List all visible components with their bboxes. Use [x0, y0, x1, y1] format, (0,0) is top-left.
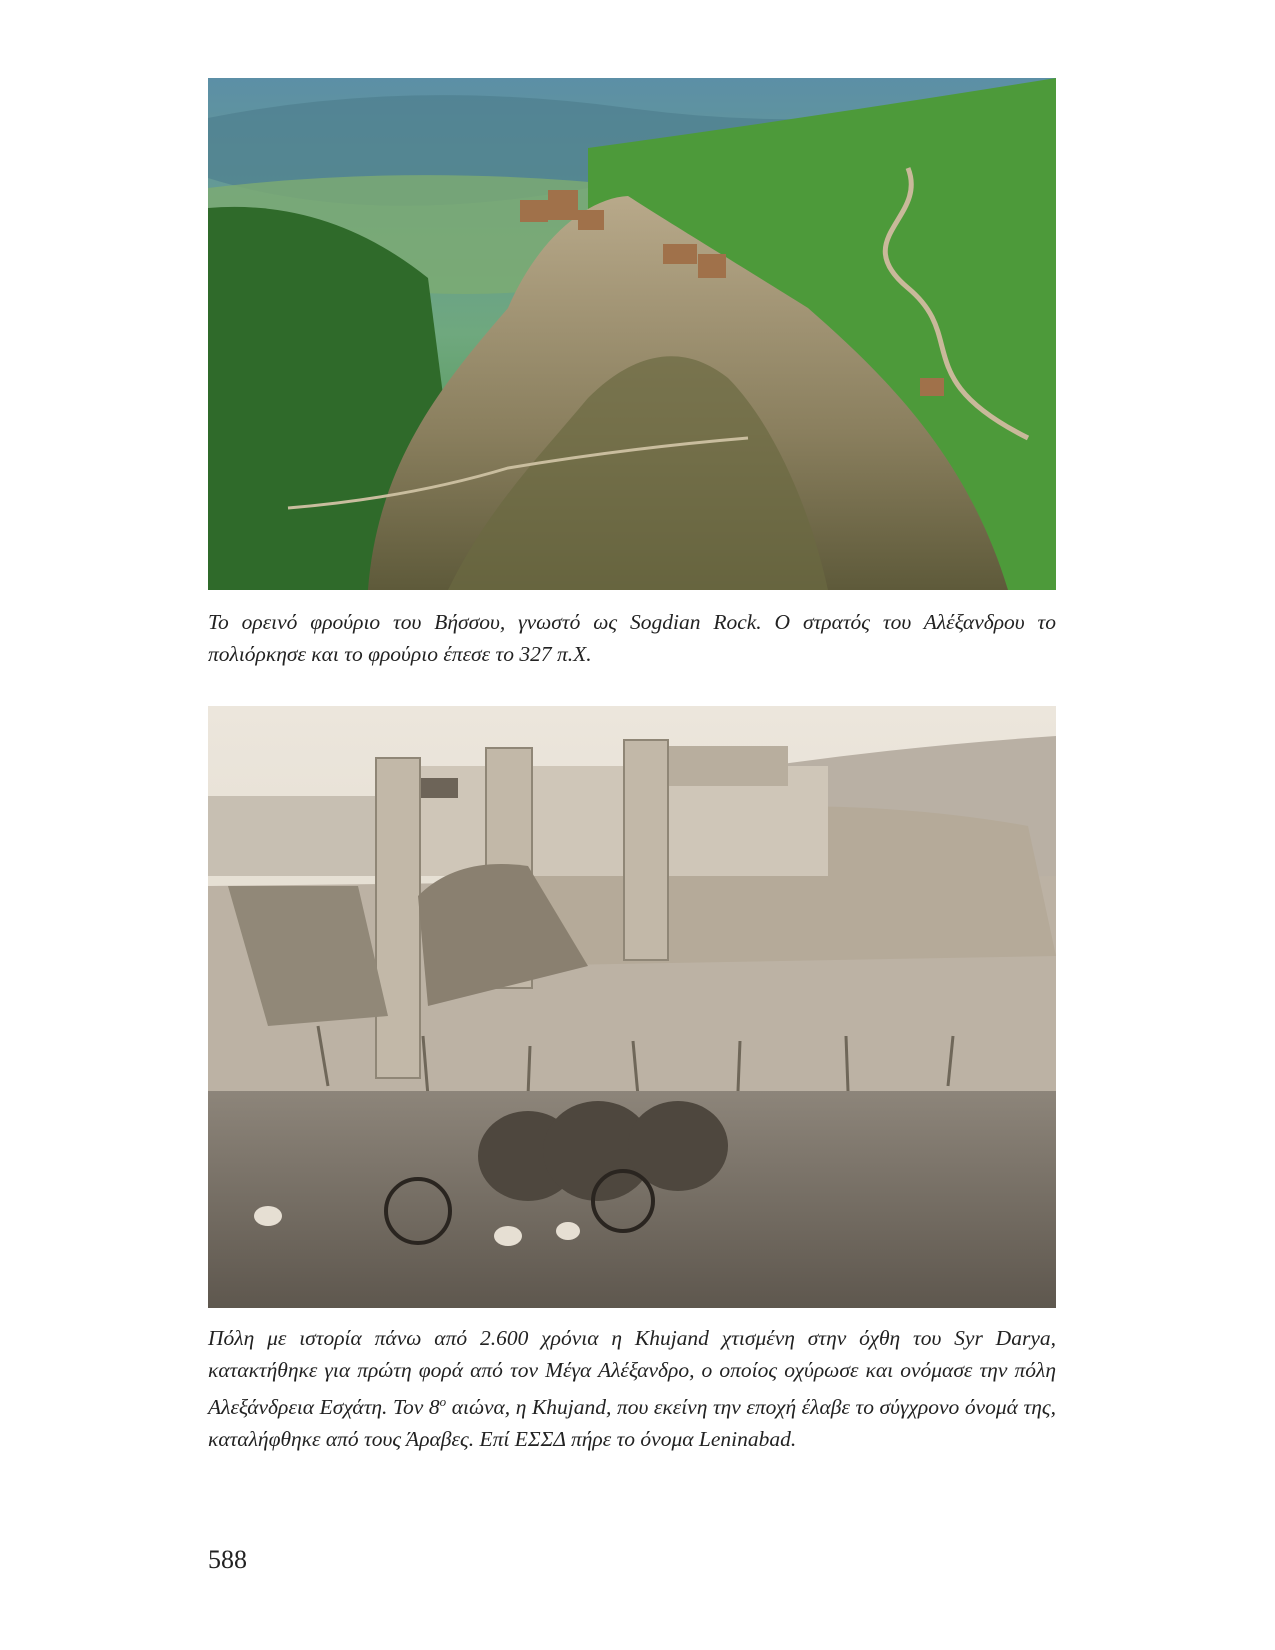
mountain-fortress-photo: [208, 78, 1056, 590]
caption-text: Πόλη με ιστορία πάνω από 2.600 χρόνια η Khujand χτισμένη στην όχθη του Syr Darya, κατακτήθηκε για πρώτη φορά από τον Μέγα Αλέξανδρο, ο οποίος οχύρωσε και ονόμασε την πόλη Αλεξάνδρεια Εσχάτη. Τον 8: [208, 1326, 1056, 1420]
khujand-citadel-photo: [208, 706, 1056, 1308]
page-number: 588: [208, 1545, 247, 1574]
ordinal-superscript: ο: [439, 1394, 447, 1409]
photo-caption-2: [208, 1322, 1056, 1455]
caption-text-continued: αιώνα, η Khujand, που εκείνη την εποχή έλαβε το σύγχρονο όνομά της, καταλήφθηκε από τους Άραβες. Επί ΕΣΣΔ πήρε το όνομα Leninabad.: [208, 1395, 1056, 1452]
photo-caption-1: Το ορεινό φρούριο του Βήσσου, γνωστό ως Sogdian Rock. Ο στρατός του Αλέξανδρου το πολιόρκησε και το φρούριο έπεσε το 327 π.Χ.: [208, 610, 1056, 666]
